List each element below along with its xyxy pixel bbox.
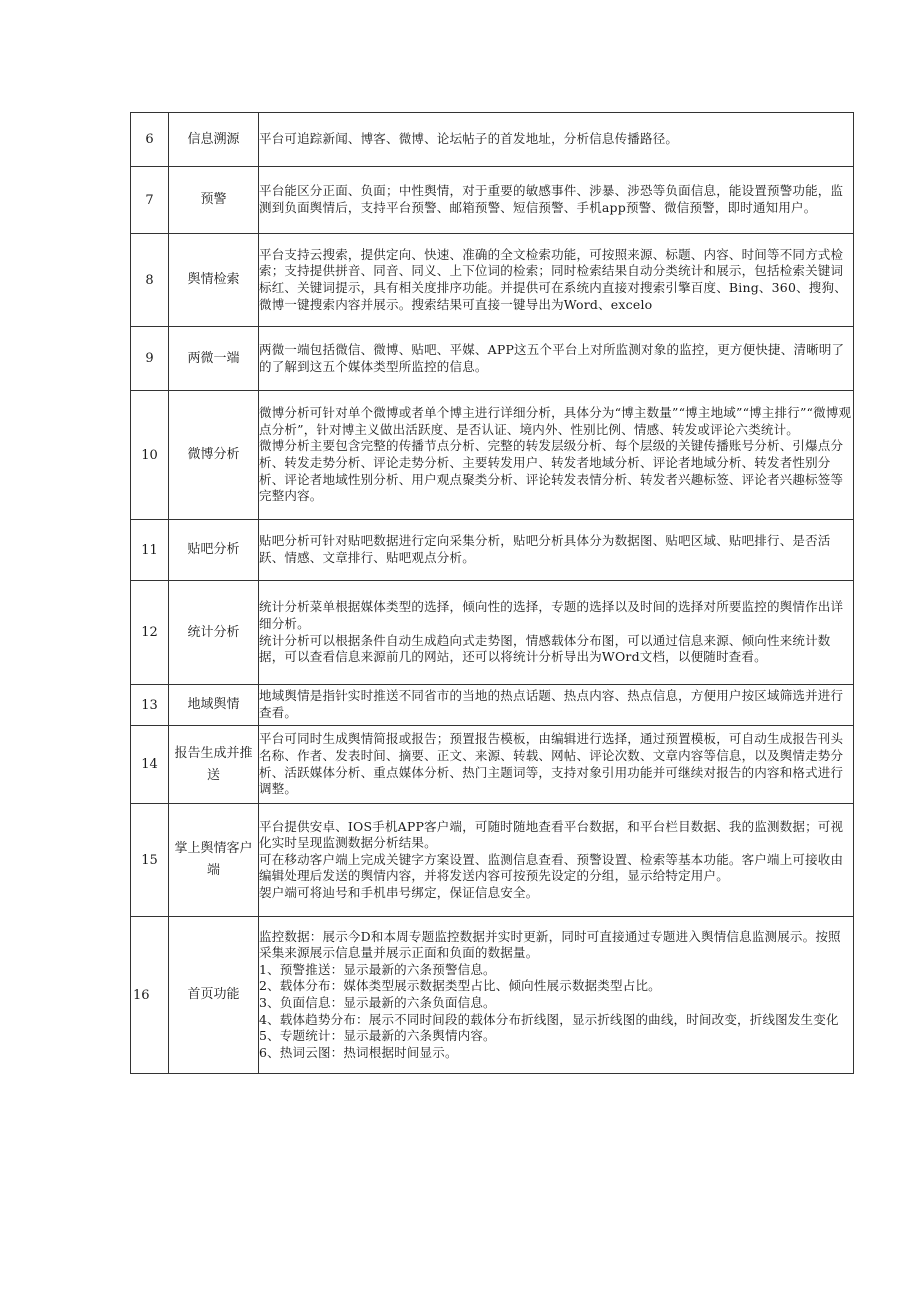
feature-description xyxy=(259,234,854,327)
description-text: 袈户端可将辿号和手机串号绑定，保证信息安全。 xyxy=(259,884,539,900)
description-list-item: 5、专题统计：显示最新的六条舆情内容。 xyxy=(259,1028,496,1044)
feature-name: 预警 xyxy=(169,167,259,234)
table-row xyxy=(131,917,854,1074)
description-list-item: 2、载体分布：媒体类型展示数据类型占比、倾向性展示数据类型占比。 xyxy=(259,978,661,994)
row-number: 13 xyxy=(131,685,169,726)
table-row xyxy=(131,167,854,234)
description-text: 统计分析可以根据条件自动生成趋向式走势图，情感载体分布图，可以通过信息来源、倾向性来统计数据，可以查看信息来源前几的网站，还可以将统计分析导出为WOrd文档，以便随时查看。 xyxy=(259,632,831,665)
table-row xyxy=(131,581,854,685)
description-text: 统计分析菜单根据媒体类型的选择，倾向性的选择，专题的选择以及时间的选择对所要监控的舆情作出详细分析。 xyxy=(259,599,844,631)
row-number: 12 xyxy=(131,581,169,685)
description-text: 平台可追踪新闻、博客、微博、论坛帖子的首发地址，分析信息传播路径。 xyxy=(259,131,679,147)
table-row xyxy=(131,685,854,726)
row-number: 7 xyxy=(131,167,169,234)
feature-name: 地域舆情 xyxy=(169,685,259,726)
feature-description xyxy=(259,581,854,685)
feature-description xyxy=(259,804,854,917)
description-text: 平台能区分正面、负面；中性舆情，对于重要的敏感事件、涉暴、涉恐等负面信息，能设置预警功能，监测到负面舆情后，支持平台预警、邮箱预警、短信预警、手机app预警、微信预警，即时通知用户。 xyxy=(259,183,844,215)
feature-name: 首页功能 xyxy=(169,917,259,1074)
description-text: 贴吧分析可针对贴吧数据进行定向采集分析，贴吧分析具体分为数据图、贴吧区域、贴吧排行、是否活跃、情感、文章排行、贴吧观点分析。 xyxy=(259,533,831,565)
table-row xyxy=(131,234,854,327)
description-list-item: 6、热词云图：热词根据时间显示。 xyxy=(259,1044,458,1060)
row-number: 8 xyxy=(131,234,169,327)
description-text: 平台提供安卓、IOS手机APP客户端，可随时随地查看平台数据，和平台栏目数据、我的监测数据；可视化实时呈现监测数据分析结果。 xyxy=(259,818,844,851)
description-list-item: 1、预警推送：显示最新的六条预警信息。 xyxy=(259,961,496,977)
table-row xyxy=(131,804,854,917)
feature-name: 报告生成并推送 xyxy=(169,726,259,804)
description-text: 微博分析可针对单个微博或者单个博主进行详细分析，具体分为“博主数量”“博主地域”“博主排行”“微博观点分析”，针对博主义做出活跃度、是否认证、境内外、性别比例、情感、转发或评论六类统计。 xyxy=(259,405,852,437)
row-number: 14 xyxy=(131,726,169,804)
description-list-item: 4、载体趋势分布：展示不同时间段的载体分布折线图，显示折线图的曲线，时间改变，折线图发生变化 xyxy=(259,1011,839,1027)
feature-name: 贴吧分析 xyxy=(169,520,259,581)
table-row xyxy=(131,113,854,167)
feature-description xyxy=(259,917,854,1074)
row-number: 15 xyxy=(131,804,169,917)
description-text: 两微一端包括微信、微博、贴吧、平媒、APP这五个平台上对所监测对象的监控，更方便快捷、清晰明了的了解到这五个媒体类型所监控的信息。 xyxy=(259,341,845,374)
feature-description xyxy=(259,113,854,167)
description-text: 平台支持云搜索，提供定向、快速、准确的全文检索功能，可按照来源、标题、内容、时间等不同方式检索；支持提供拼音、同音、同义、上下位词的检索；同时检索结果自动分类统计和展示，包括检索关键词标红、关键词提示，具有相关度排序功能。并提供可在系统内直接对搜索引擎百度、Bing、360、搜狗、微博一键搜索内容并展示。搜索结果可直接一键导出为Word、excelo xyxy=(259,246,847,312)
feature-name: 两微一端 xyxy=(169,327,259,391)
description-text: 平台可同时生成舆情简报或报告；预置报告模板，由编辑进行选择，通过预置模板，可自动生成报告刊头名称、作者、发表时间、摘要、正文、来源、转载、网帖、评论次数、文章内容等信息，以及舆情走势分析、活跃媒体分析、重点媒体分析、热门主题词等，支持对象引用功能并可继续对报告的内容和格式进行调整。 xyxy=(259,731,844,797)
table-row xyxy=(131,520,854,581)
row-number: 6 xyxy=(131,113,169,167)
row-number: 16 xyxy=(131,917,169,1074)
feature-description xyxy=(259,391,854,520)
row-number: 11 xyxy=(131,520,169,581)
description-text: 可在移动客户端上完成关键字方案设置、监测信息查看、预警设置、检索等基本功能。客户端上可接收由编辑处理后发送的舆情内容，并将发送内容可按预先设定的分组，显示给特定用户。 xyxy=(259,851,844,884)
feature-name: 微博分析 xyxy=(169,391,259,520)
feature-table xyxy=(130,112,854,1074)
description-list-item: 3、负面信息：显示最新的六条负面信息。 xyxy=(259,995,496,1010)
feature-name: 舆情检索 xyxy=(169,234,259,327)
feature-description xyxy=(259,685,854,726)
table-row xyxy=(131,391,854,520)
description-text: 监控数据：展示今D和本周专题监控数据并实时更新，同时可直接通过专题进入舆情信息监测展示。按照采集来源展示信息量并展示正面和负面的数据量。 xyxy=(259,928,841,961)
table-row xyxy=(131,327,854,391)
feature-name: 信息溯源 xyxy=(169,113,259,167)
row-number: 10 xyxy=(131,391,169,520)
feature-description xyxy=(259,520,854,581)
description-text: 微博分析主要包含完整的传播节点分析、完整的转发层级分析、每个层级的关键传播账号分析、引爆点分析、转发走势分析、评论走势分析、主要转发用户、转发者地域分析、评论者地域分析、转发者性别分析、评论者地域性别分析、用户观点聚类分析、评论转发表情分析、转发者兴趣标签、评论者兴趣标签等完整内容。 xyxy=(259,438,844,504)
description-text: 地域舆情是指针实时推送不同省市的当地的热点话题、热点内容、热点信息，方便用户按区域筛选并进行查看。 xyxy=(259,688,844,720)
feature-description xyxy=(259,327,854,391)
row-number: 9 xyxy=(131,327,169,391)
table-row xyxy=(131,726,854,804)
feature-name: 统计分析 xyxy=(169,581,259,685)
feature-description xyxy=(259,167,854,234)
feature-name: 掌上舆情客户端 xyxy=(169,804,259,917)
feature-description xyxy=(259,726,854,804)
